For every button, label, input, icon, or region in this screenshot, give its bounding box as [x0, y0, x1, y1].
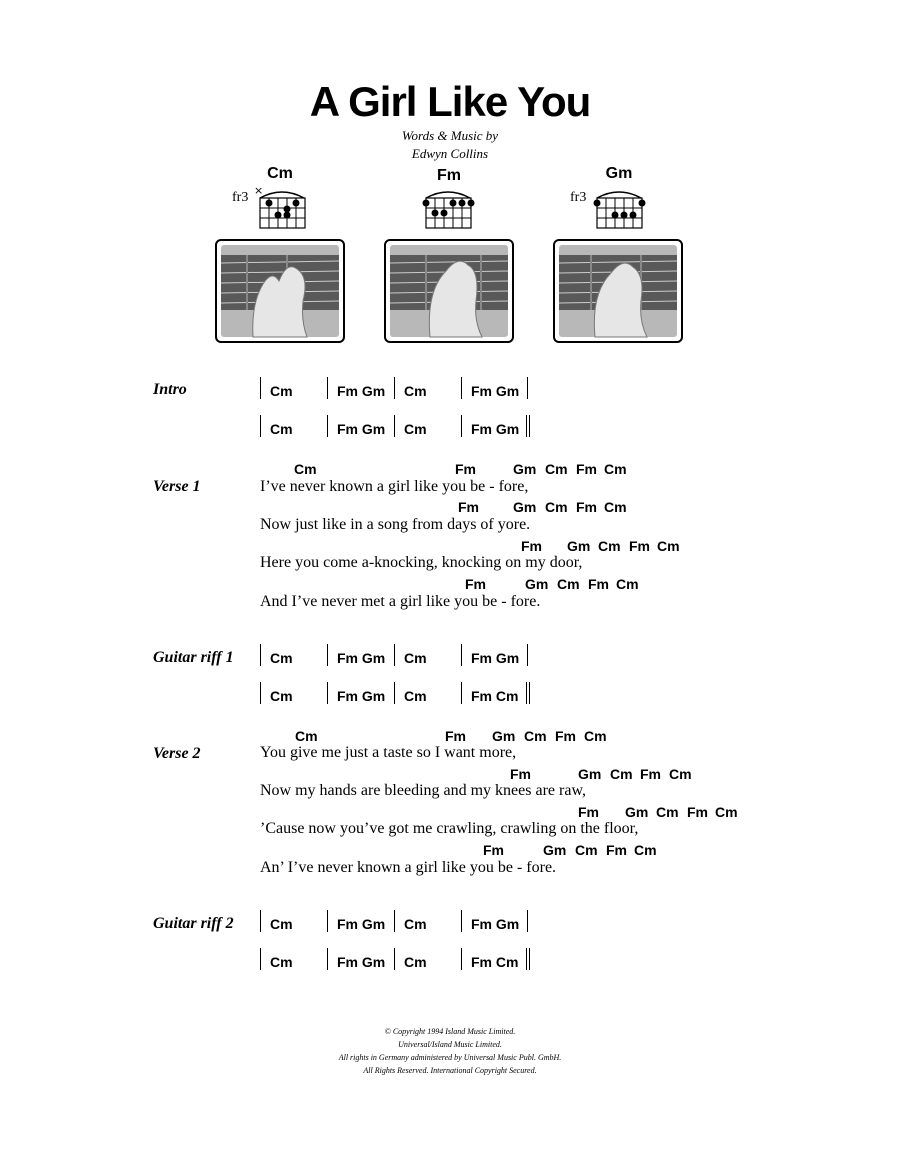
hand-photo-gm — [553, 239, 683, 343]
bar-cell: Cm — [270, 688, 293, 704]
bar-cell: Fm Gm — [337, 916, 386, 932]
bar-cell: Fm Gm — [337, 383, 386, 399]
chord-above-lyric: Cm — [545, 461, 568, 477]
bar-cell: Cm — [404, 650, 427, 666]
bar-cell: Cm — [404, 383, 427, 399]
chord-above-lyric: Fm — [458, 499, 479, 515]
chord-name-fm: Fm — [437, 167, 461, 184]
credit-line-2: Edwyn Collins — [411, 146, 489, 161]
lyric-line: You give me just a taste so I want more, — [260, 744, 517, 761]
chord-above-lyric: Fm — [576, 499, 597, 515]
chord-above-lyric: Fm — [576, 461, 597, 477]
chord-above-lyric: Cm — [524, 728, 547, 744]
chord-above-lyric: Cm — [715, 804, 738, 820]
fret-label-gm: fr3 — [570, 190, 587, 205]
chord-above-lyric: Fm — [687, 804, 708, 820]
lyric-line: And I’ve never met a girl like you be - fore. — [260, 593, 541, 610]
chord-above-lyric: Gm — [513, 461, 537, 477]
bar-cell: Cm — [270, 650, 293, 666]
muted-string-marker: × — [254, 184, 264, 197]
lyric-line: I’ve never known a girl like you be - fore, — [260, 478, 529, 495]
footer-line-4: All Rights Reserved. International Copyright Secured. — [363, 1066, 537, 1075]
copyright-footer — [0, 1025, 900, 1077]
bar-cell: Cm — [404, 421, 427, 437]
chord-above-lyric: Fm — [629, 538, 650, 554]
bar-cell: Cm — [404, 916, 427, 932]
lyric-line: Now my hands are bleeding and my knees are raw, — [260, 782, 586, 799]
chord-above-lyric: Cm — [616, 576, 639, 592]
hand-photo-cm — [215, 239, 345, 343]
chord-above-lyric: Cm — [604, 461, 627, 477]
chord-above-lyric: Fm — [578, 804, 599, 820]
chord-above-lyric: Cm — [295, 728, 318, 744]
chord-above-lyric: Fm — [445, 728, 466, 744]
section-label-intro: Intro — [153, 381, 187, 398]
chord-above-lyric: Fm — [455, 461, 476, 477]
chord-above-lyric: Cm — [575, 842, 598, 858]
chord-above-lyric: Fm — [640, 766, 661, 782]
chord-above-lyric: Cm — [604, 499, 627, 515]
chord-above-lyric: Fm — [521, 538, 542, 554]
bar-cell: Fm Gm — [337, 421, 386, 437]
credit-line-1: Words & Music by — [401, 128, 499, 143]
chord-above-lyric: Cm — [294, 461, 317, 477]
chord-above-lyric: Cm — [657, 538, 680, 554]
guitar-hand-fm-icon — [386, 241, 512, 341]
chord-above-lyric: Fm — [588, 576, 609, 592]
bar-cell: Fm Cm — [471, 954, 519, 970]
section-label-guitar-riff-2: Guitar riff 2 — [153, 915, 234, 932]
chord-above-lyric: Gm — [513, 499, 537, 515]
chord-above-lyric: Fm — [510, 766, 531, 782]
song-title: A Girl Like You — [309, 78, 591, 125]
chord-grid-gm — [592, 188, 648, 232]
fret-label-cm: fr3 — [232, 190, 249, 205]
lyric-line: Now just like in a song from days of yore. — [260, 516, 531, 533]
chord-name-cm: Cm — [267, 165, 293, 182]
chord-grid-fm — [421, 188, 477, 232]
chord-above-lyric: Gm — [567, 538, 591, 554]
guitar-hand-gm-icon — [555, 241, 681, 341]
bar-cell: Fm Gm — [337, 688, 386, 704]
chord-above-lyric: Cm — [545, 499, 568, 515]
hand-photo-fm — [384, 239, 514, 343]
chord-above-lyric: Gm — [492, 728, 516, 744]
section-label-verse-1: Verse 1 — [153, 478, 201, 495]
chord-above-lyric: Cm — [656, 804, 679, 820]
bar-cell: Fm Gm — [471, 650, 520, 666]
footer-line-2: Universal/Island Music Limited. — [398, 1040, 502, 1049]
chord-above-lyric: Cm — [610, 766, 633, 782]
bar-cell: Fm Gm — [471, 383, 520, 399]
section-label-guitar-riff-1: Guitar riff 1 — [153, 649, 234, 666]
chord-above-lyric: Gm — [525, 576, 549, 592]
lyric-line: ’Cause now you’ve got me crawling, crawling on the floor, — [260, 820, 639, 837]
bar-cell: Fm Gm — [471, 421, 520, 437]
footer-line-1: © Copyright 1994 Island Music Limited. — [384, 1027, 516, 1036]
bar-cell: Fm Gm — [337, 954, 386, 970]
footer-line-3: All rights in Germany administered by Universal Music Publ. GmbH. — [338, 1053, 562, 1062]
chord-above-lyric: Gm — [625, 804, 649, 820]
chord-above-lyric: Gm — [543, 842, 567, 858]
bar-cell: Cm — [270, 383, 293, 399]
chord-above-lyric: Fm — [483, 842, 504, 858]
chord-above-lyric: Cm — [557, 576, 580, 592]
chord-above-lyric: Fm — [555, 728, 576, 744]
bar-cell: Fm Gm — [471, 916, 520, 932]
chord-name-gm: Gm — [605, 165, 633, 182]
bar-cell: Cm — [270, 421, 293, 437]
chord-above-lyric: Cm — [669, 766, 692, 782]
section-label-verse-2: Verse 2 — [153, 745, 201, 762]
bar-cell: Cm — [270, 916, 293, 932]
bar-cell: Cm — [404, 954, 427, 970]
lyric-line: An’ I’ve never known a girl like you be - fore. — [260, 859, 557, 876]
bar-cell: Cm — [404, 688, 427, 704]
guitar-hand-cm-icon — [217, 241, 343, 341]
chord-above-lyric: Gm — [578, 766, 602, 782]
chord-above-lyric: Cm — [584, 728, 607, 744]
chord-grid-cm — [255, 188, 311, 232]
chord-above-lyric: Fm — [606, 842, 627, 858]
chord-above-lyric: Cm — [598, 538, 621, 554]
chord-above-lyric: Cm — [634, 842, 657, 858]
chord-above-lyric: Fm — [465, 576, 486, 592]
lyric-line: Here you come a-knocking, knocking on my door, — [260, 554, 583, 571]
bar-cell: Cm — [270, 954, 293, 970]
bar-cell: Fm Cm — [471, 688, 519, 704]
bar-cell: Fm Gm — [337, 650, 386, 666]
